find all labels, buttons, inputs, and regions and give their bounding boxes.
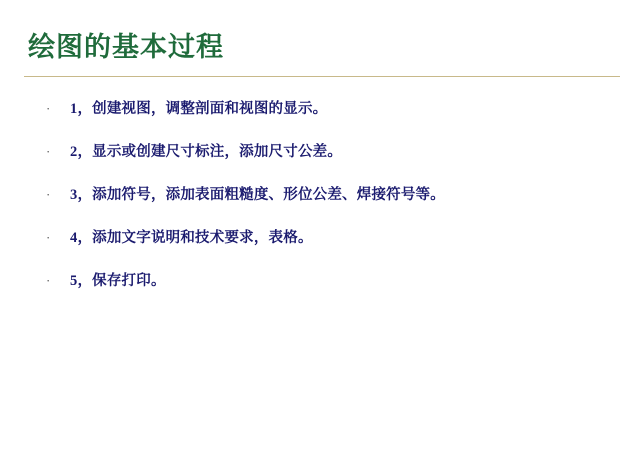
bullet-icon: · xyxy=(46,230,51,245)
list-item xyxy=(44,227,604,249)
list-item-label: 5，保存打印。 xyxy=(70,273,166,289)
title-divider xyxy=(24,76,620,77)
list-item-label: 4，添加文字说明和技术要求，表格。 xyxy=(70,230,313,246)
list-item-label: 1，创建视图，调整剖面和视图的显示。 xyxy=(70,101,328,117)
list-item xyxy=(44,184,604,206)
list-item xyxy=(44,270,604,292)
bullet-list xyxy=(44,98,604,313)
page-title: 绘图的基本过程 xyxy=(28,32,224,62)
list-item-label: 2，显示或创建尺寸标注，添加尺寸公差。 xyxy=(70,144,343,160)
bullet-icon: · xyxy=(46,187,51,202)
bullet-icon: · xyxy=(46,101,51,116)
title-area xyxy=(28,30,612,64)
list-item xyxy=(44,98,604,120)
bullet-icon: · xyxy=(46,144,51,159)
list-item-label: 3，添加符号，添加表面粗糙度、形位公差、焊接符号等。 xyxy=(70,187,445,203)
bullet-icon: · xyxy=(46,273,51,288)
list-item xyxy=(44,141,604,163)
